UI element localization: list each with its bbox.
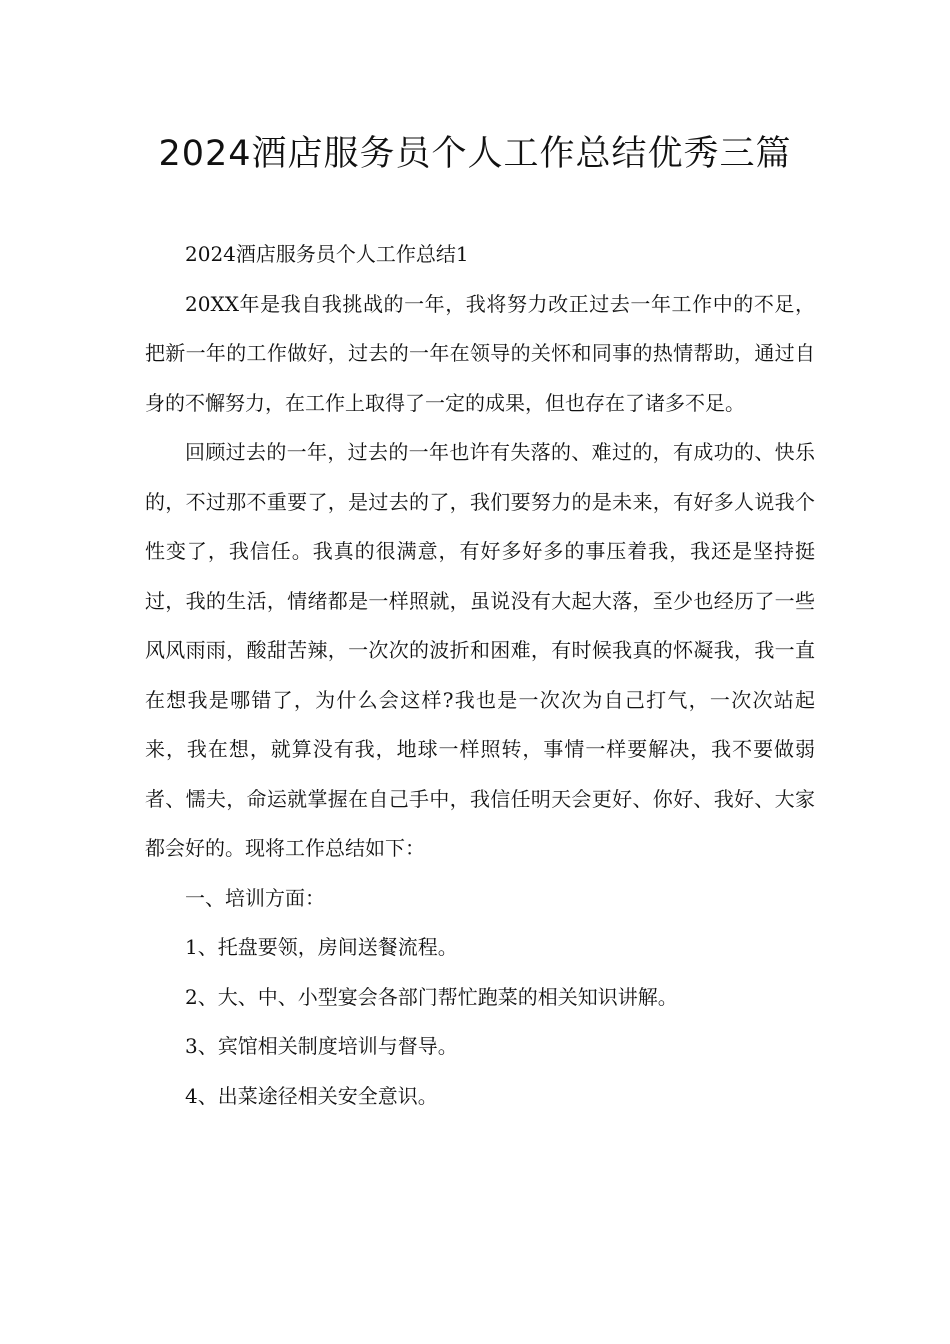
subheading-training: 一、培训方面：	[185, 885, 325, 910]
section-heading: 2024酒店服务员个人工作总结1	[185, 242, 469, 266]
document-body	[145, 230, 815, 1121]
document-title: 2024酒店服务员个人工作总结优秀三篇	[158, 134, 792, 174]
paragraph-intro: 20XX年是我自我挑战的一年，我将努力改正过去一年工作中的不足，把新一年的工作做好，过去的一年在领导的关怀和同事的热情帮助，通过自身的不懈努力，在工作上取得了一定的成果，但也存在了诸多不足。	[145, 291, 815, 415]
list-item: 1、托盘要领，房间送餐流程。	[185, 935, 458, 959]
list-item: 4、出菜途径相关安全意识。	[185, 1083, 438, 1108]
paragraph-review: 回顾过去的一年，过去的一年也许有失落的、难过的，有成功的、快乐的，不过那不重要了，是过去的了，我们要努力的是未来，有好多人说我个性变了，我信任。我真的很满意，有好多好多的事压着我，我还是坚持挺过，我的生活，情绪都是一样照就，虽说没有大起大落，至少也经历了一些风风雨雨，酸甜苦辣，一次次的波折和困难，有时候我真的怀凝我，我一直在想我是哪错了，为什么会这样?我也是一次次为自己打气，一次次站起来，我在想，就算没有我，地球一样照转，事情一样要解决，我不要做弱者、懦夫，命运就掌握在自己手中，我信任明天会更好、你好、我好、大家都会好的。现将工作总结如下：	[145, 440, 815, 860]
list-item: 3、宾馆相关制度培训与督导。	[185, 1034, 458, 1058]
list-item: 2、大、中、小型宴会各部门帮忙跑菜的相关知识讲解。	[185, 984, 678, 1009]
